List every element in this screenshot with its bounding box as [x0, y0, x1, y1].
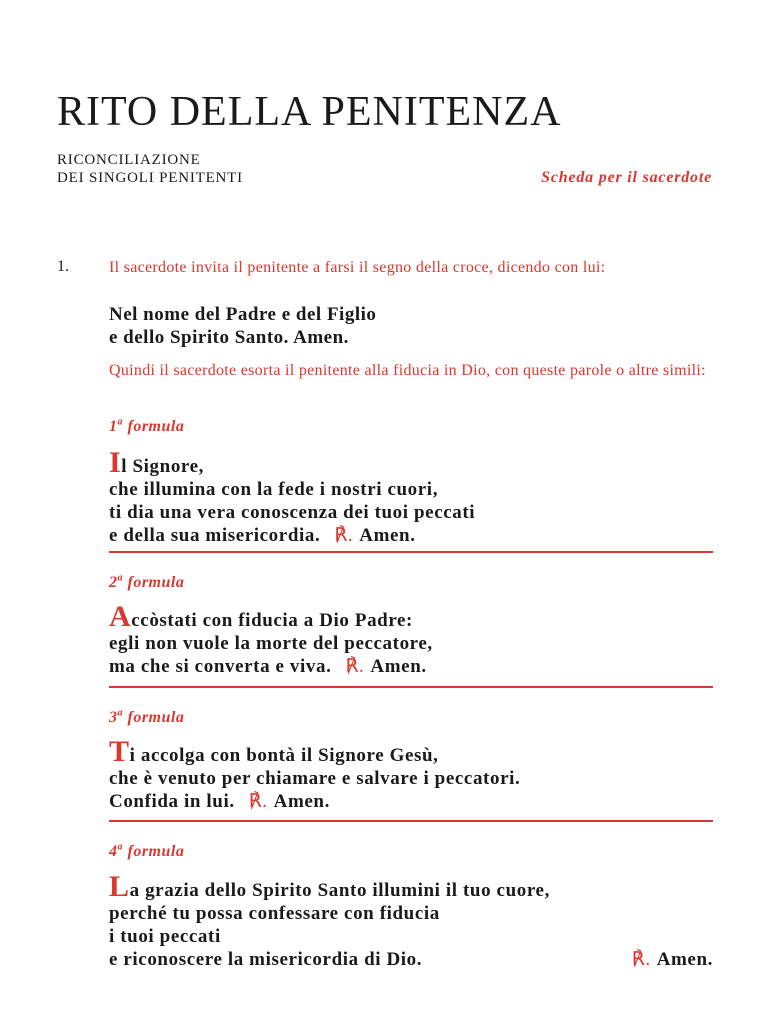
formula-3-line-3 [109, 790, 520, 813]
response-amen: Amen. [370, 656, 427, 677]
formula-4-label-text: formula [127, 843, 185, 860]
formula-1-line-1-text: l Signore, [121, 456, 204, 477]
formula-3-line-3-text: Confida in lui. [109, 791, 235, 812]
formula-3-sup: a [117, 707, 123, 719]
formula-1-line-4-text: e della sua misericordia. [109, 525, 321, 546]
invocation-line-2: e dello Spirito Santo. Amen. [109, 327, 349, 348]
formula-2-text [109, 600, 433, 678]
formula-2-line-1 [109, 600, 433, 633]
divider-2 [109, 686, 713, 688]
section-number: 1. [57, 258, 69, 275]
formula-2-number: 2 [109, 574, 118, 591]
response-amen: Amen. [656, 949, 713, 970]
formula-3-line-1-text: i accolga con bontà il Signore Gesù, [129, 745, 439, 766]
formula-3-number: 3 [109, 709, 118, 726]
subtitle-line-1: RICONCILIAZIONE [57, 152, 201, 168]
subtitle [57, 151, 243, 187]
formula-3-text [109, 735, 521, 813]
formula-1-label [109, 418, 184, 436]
formula-4-label [109, 843, 184, 861]
instruction-2: Quindi il sacerdote esorta il penitente alla fiducia in Dio, con queste parole o altre simili: [109, 362, 706, 379]
formula-4-line-3: i tuoi peccati [109, 926, 221, 947]
formula-4-line-4-text: e riconoscere la misericordia di Dio. [109, 949, 423, 970]
invocation-line-1: Nel nome del Padre e del Figlio [109, 304, 377, 325]
formula-2-line-1-text: ccòstati con fiducia a Dio Padre: [131, 610, 413, 631]
response-amen: Amen. [273, 791, 330, 812]
formula-1-sup: a [117, 416, 123, 428]
response-symbol: ℟. [631, 949, 651, 970]
drop-cap: A [109, 600, 132, 633]
subtitle-line-2: DEI SINGOLI PENITENTI [57, 170, 243, 186]
response-symbol: ℟. [248, 791, 268, 812]
formula-1-text [109, 446, 476, 547]
divider-1 [109, 551, 713, 553]
response-symbol: ℟. [334, 525, 354, 546]
response-symbol: ℟. [345, 656, 365, 677]
drop-cap: L [109, 870, 130, 903]
instruction-1: Il sacerdote invita il penitente a farsi il segno della croce, dicendo con lui: [109, 259, 606, 276]
formula-4-sup: a [117, 841, 123, 853]
divider-3 [109, 820, 713, 822]
formula-2-line-3-text: ma che si converta e viva. [109, 656, 332, 677]
formula-3-line-2: che è venuto per chiamare e salvare i peccatori. [109, 768, 521, 789]
drop-cap: I [109, 446, 122, 479]
invocation [109, 303, 376, 349]
formula-3-label [109, 709, 184, 727]
formula-2-line-3 [109, 655, 433, 678]
formula-2-sup: a [117, 572, 123, 584]
formula-1-line-3: ti dia una vera conoscenza dei tuoi peccati [109, 502, 476, 523]
formula-4-line-1-text: a grazia dello Spirito Santo illumini il tuo cuore, [129, 880, 550, 901]
formula-4-line-4 [109, 948, 713, 971]
drop-cap: T [109, 735, 130, 768]
formula-1-line-2: che illumina con la fede i nostri cuori, [109, 479, 439, 500]
formula-2-label-text: formula [127, 574, 185, 591]
formula-4-line-1 [109, 870, 713, 903]
formula-4-number: 4 [109, 843, 118, 860]
scheda-label: Scheda per il sacerdote [541, 169, 712, 186]
formula-1-line-4 [109, 524, 475, 547]
formula-1-label-text: formula [127, 418, 185, 435]
formula-1-number: 1 [109, 418, 118, 435]
formula-4-text [109, 870, 713, 971]
formula-3-line-1 [109, 735, 520, 768]
formula-1-line-1 [109, 446, 475, 479]
formula-3-label-text: formula [127, 709, 185, 726]
formula-2-line-2: egli non vuole la morte del peccatore, [109, 633, 433, 654]
formula-4-line-2: perché tu possa confessare con fiducia [109, 903, 440, 924]
page-title: RITO DELLA PENITENZA [57, 89, 562, 135]
formula-2-label [109, 574, 184, 592]
response-amen: Amen. [359, 525, 416, 546]
